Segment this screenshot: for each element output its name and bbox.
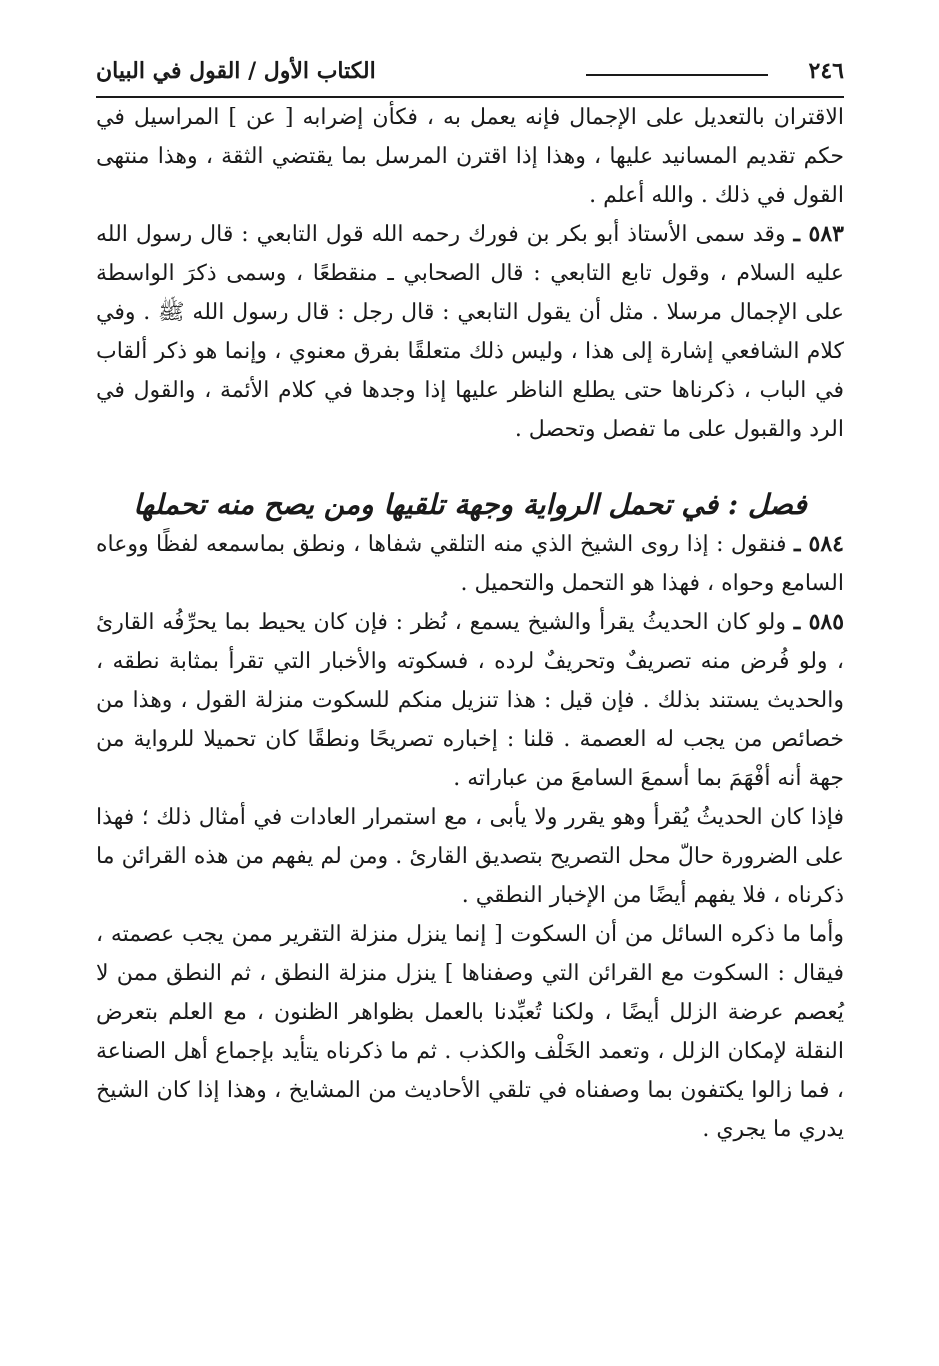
paragraph-number: ٥٨٥ ـ [793,609,845,635]
paragraph-585 [96,603,844,798]
paragraph-number: ٥٨٣ ـ [793,221,844,247]
running-title: الكتاب الأول / القول في البيان [96,58,376,84]
paragraph-reading-case: فإذا كان الحديثُ يُقرأ وهو يقرر ولا يأبى ، مع استمرار العادات في أمثال ذلك ؛ فهذا على الضرورة حالّ محل التصريح بتصديق القارئ . ومن لم يفهم من هذه القرائن ما ذكرناه ، فلا يفهم أيضًا من الإخبار النطقي . [96,805,844,908]
paragraph-584 [96,525,844,603]
paragraph-text: ولو كان الحديثُ يقرأ والشيخ يسمع ، نُظر : فإن كان يحيط بما يحرِّفُه القارئ ، ولو فُرض منه تصريفٌ وتحريفٌ لرده ، فسكوته والأخبار التي تقرأ بمثابة نطقه ، والحديث يستند بذلك . فإن قيل : هذا تنزيل منكم للسكوت منزلة القول ، وهذا من خصائص من يجب له العصمة . قلنا : إخباره تصريحًا ونطقًا كان تحميلا للرواية من جهة أنه أفْهَمَ بما أسمعَ السامعَ من عباراته . [96,610,844,791]
paragraph-text: وقد سمى الأستاذ أبو بكر بن فورك رحمه الله قول التابعي : قال رسول الله عليه السلام ، وقول تابع التابعي : قال الصحابي ـ منقطعًا ، وسمى ذكرَ الواسطة على الإجمال مرسلا . مثل أن يقول التابعي : قال رجل : قال رسول الله ﷺ . وفي كلام الشافعي إشارة إلى هذا ، وليس ذلك متعلقًا بفرق معنوي ، وإنما هو ذكر ألقاب في الباب ، ذكرناها حتى يطلع الناظر عليها إذا وجدها في كلام الأئمة ، والقول في الرد والقبول على ما تفصل وتحصل . [96,222,844,442]
page-number: ٢٤٦ [808,58,844,84]
paragraph-continuation: الاقتران بالتعديل على الإجمال فإنه يعمل به ، فكأن إضرابه [ عن ] المراسيل في حكم تقديم المسانيد عليها ، وهذا إذا اقترن المرسل بما يقتضي الثقة ، وهذا منتهى القول في ذلك . والله أعلم . [96,105,844,208]
book-page [96,52,844,1149]
section-heading: فصل : في تحمل الرواية وجهة تلقيها ومن يصح منه تحملها [133,488,807,521]
paragraph-objection-reply: وأما ما ذكره السائل من أن السكوت [ إنما ينزل منزلة التقرير ممن يجب عصمته ، فيقال : السكوت مع القرائن التي وصفناها ] ينزل منزلة النطق ، ثم النطق ممن لا يُعصم عرضة الزلل أيضًا ، ولكنا تُعبِّدنا بالعمل بظواهر الظنون ، مع العلم بتعرض النقلة لإمكان الزلل ، وتعمد الخَلْف والكذب . ثم ما ذكرناه يتأيد بإجماع أهل الصناعة ، فما زالوا يكتفون بما وصفناه في تلقي الأحاديث من المشايخ ، وهذا إذا كان الشيخ يدري ما يجري . [96,922,844,1142]
paragraph-number: ٥٨٤ ـ [793,531,844,557]
header-rule [586,74,768,76]
paragraph-583 [96,215,844,449]
paragraph-text: فنقول : إذا روى الشيخ الذي منه التلقي شفاها ، ونطق بماسمعه لفظًا ووعاه السامع وحواه ، فهذا هو التحمل والتحميل . [96,532,844,596]
running-header [96,52,844,98]
